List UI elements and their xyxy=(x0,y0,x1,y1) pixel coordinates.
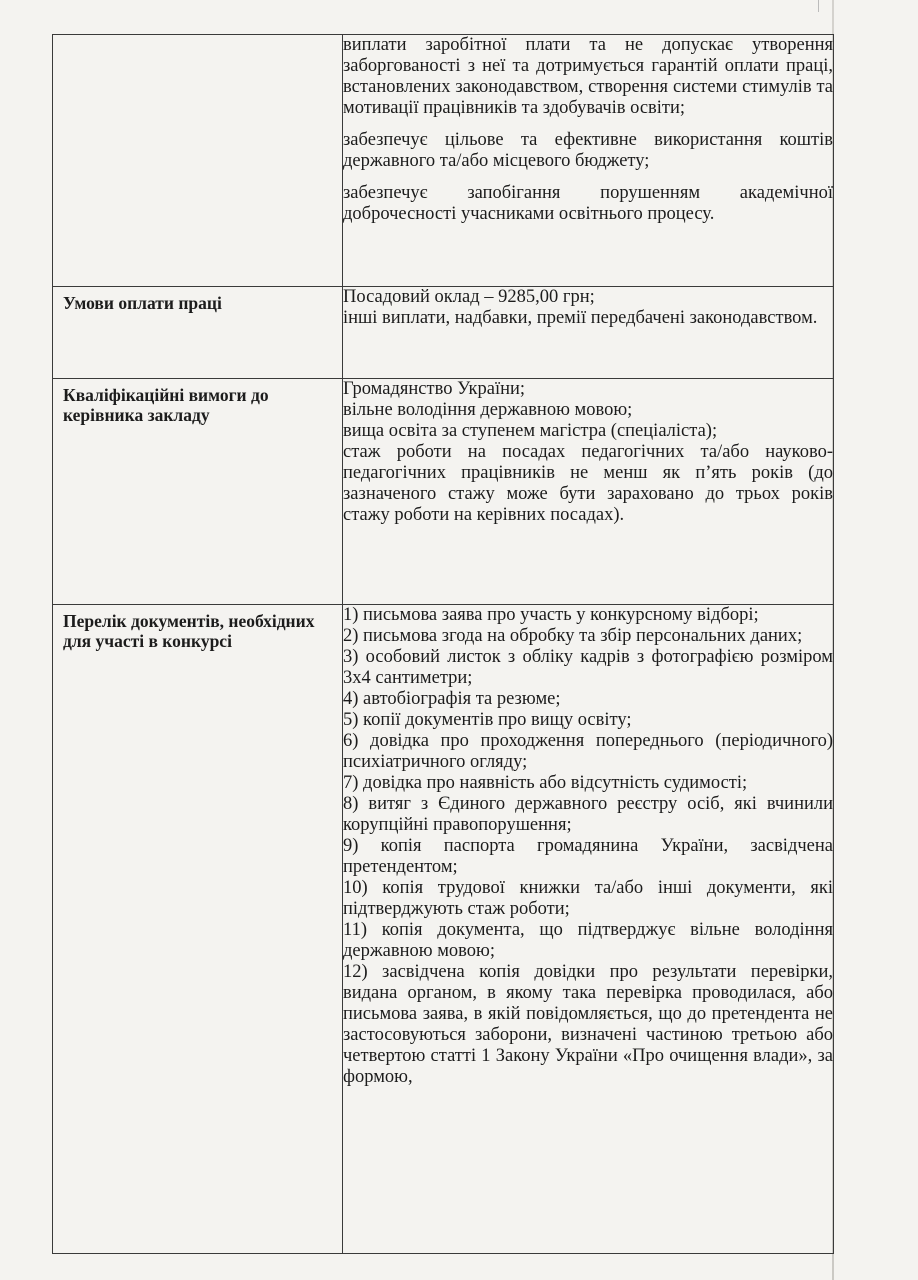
table-row xyxy=(53,379,834,605)
scan-mark xyxy=(818,0,819,12)
salary-line: Посадовий оклад – 9285,00 грн; xyxy=(343,287,595,307)
document-list-item: 11) копія документа, що підтверджує вільне володіння державною мовою; xyxy=(343,920,833,961)
row-content-cell xyxy=(343,35,834,287)
duty-paragraph: забезпечує запобігання порушенням академічної доброчесності учасниками освітнього процесу. xyxy=(343,183,833,224)
row-label xyxy=(53,35,342,41)
document-list-item: 10) копія трудової книжки та/або інші документи, які підтверджують стаж роботи; xyxy=(343,878,833,919)
document-list-item: 2) письмова згода на обробку та збір персональних даних; xyxy=(343,626,803,646)
document-list-item: 8) витяг з Єдиного державного реєстру осіб, які вчинили корупційні правопорушення; xyxy=(343,794,833,835)
duty-paragraph: виплати заробітної плати та не допускає утворення заборгованості з неї та дотримується гарантій оплати праці, встановлених законодавством, створення системи стимулів та мотивації працівників та здобувачів освіти; xyxy=(343,35,833,118)
document-list-item: 12) засвідчена копія довідки про результати перевірки, видана органом, в якому така перевірка проводилася, або письмова заява, в якій повідомляється, що до претендента не застосовуються заборони, визначені частиною третьою або четвертою статті 1 Закону України «Про очищення влади», за формою, xyxy=(343,962,833,1087)
row-label-cell xyxy=(53,35,343,287)
salary-line: інші виплати, надбавки, премії передбачені законодавством. xyxy=(343,308,818,328)
qualification-line: Громадянство України; xyxy=(343,379,526,399)
row-content-cell xyxy=(343,287,834,379)
table-row xyxy=(53,35,834,287)
qualification-line: стаж роботи на посадах педагогічних та/або науково-педагогічних працівників не менш як п’ять років (до зазначеного стажу може бути зараховано до трьох років стажу роботи на керівних посадах). xyxy=(343,442,833,525)
row-label-documents: Перелік документів, необхідних для участі в конкурсі xyxy=(63,611,315,651)
row-label-qualification: Кваліфікаційні вимоги до керівника закладу xyxy=(63,385,269,425)
document-list-item: 3) особовий листок з обліку кадрів з фотографією розміром 3х4 сантиметри; xyxy=(343,647,833,688)
duty-paragraph: забезпечує цільове та ефективне використання коштів державного та/або місцевого бюджету; xyxy=(343,130,833,171)
row-label-cell xyxy=(53,287,343,379)
document-list-item: 6) довідка про проходження попереднього (періодичного) психіатричного огляду; xyxy=(343,731,833,772)
qualification-line: вища освіта за ступенем магістра (спеціаліста); xyxy=(343,421,718,441)
document-list-item: 7) довідка про наявність або відсутність судимості; xyxy=(343,773,748,793)
row-content-cell xyxy=(343,379,834,605)
document-list-item: 4) автобіографія та резюме; xyxy=(343,689,561,709)
qualification-line: вільне володіння державною мовою; xyxy=(343,400,633,420)
row-content-cell xyxy=(343,605,834,1254)
table-row xyxy=(53,605,834,1254)
document-list-item: 1) письмова заява про участь у конкурсному відборі; xyxy=(343,605,759,625)
row-label-salary: Умови оплати праці xyxy=(63,293,222,313)
requirements-table xyxy=(52,34,834,1254)
table-row xyxy=(53,287,834,379)
document-list-item: 5) копії документів про вищу освіту; xyxy=(343,710,632,730)
document-list-item: 9) копія паспорта громадянина України, засвідчена претендентом; xyxy=(343,836,833,877)
row-label-cell xyxy=(53,379,343,605)
row-label-cell xyxy=(53,605,343,1254)
